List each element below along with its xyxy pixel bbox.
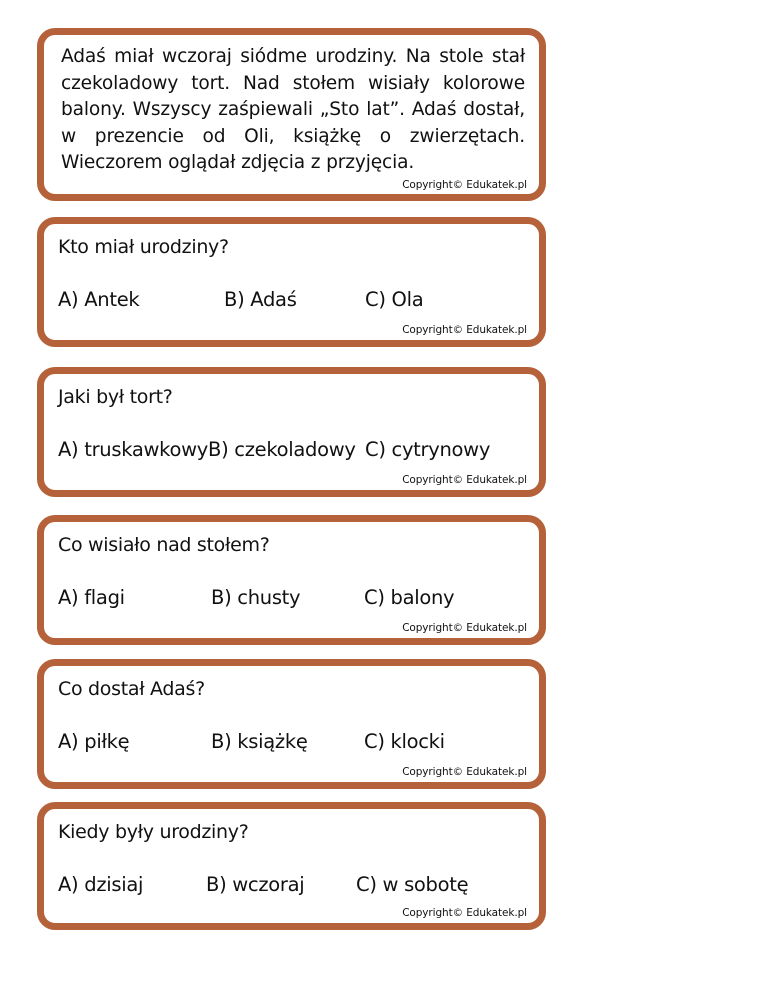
question-card-2 [37,367,546,497]
question-text: Co wisiało nad stołem? [58,534,270,556]
option-c[interactable]: C) Ola [365,288,424,311]
option-a[interactable]: A) truskawkowy [58,438,208,461]
option-c[interactable]: C) w sobotę [356,873,469,896]
question-text: Kiedy były urodziny? [58,821,249,843]
option-b[interactable]: B) chusty [211,586,301,609]
copyright-label: Copyright© Edukatek.pl [402,474,527,486]
copyright-label: Copyright© Edukatek.pl [402,907,527,919]
copyright-label: Copyright© Edukatek.pl [402,179,527,191]
copyright-label: Copyright© Edukatek.pl [402,766,527,778]
option-c[interactable]: C) cytrynowy [365,438,491,461]
question-text: Co dostał Adaś? [58,678,205,700]
option-b[interactable]: B) wczoraj [206,873,305,896]
question-text: Jaki był tort? [58,386,173,408]
question-card-1 [37,217,546,347]
option-a[interactable]: A) flagi [58,586,125,609]
question-card-5 [37,802,546,930]
question-card-4 [37,659,546,789]
option-c[interactable]: C) klocki [364,730,445,753]
option-b[interactable]: B) Adaś [224,288,297,311]
option-a[interactable]: A) Antek [58,288,140,311]
copyright-label: Copyright© Edukatek.pl [402,622,527,634]
question-card-3 [37,515,546,645]
option-b[interactable]: B) czekoladowy [208,438,356,461]
story-text: Adaś miał wczoraj siódme urodziny. Na stole stał czekoladowy tort. Nad stołem wisiały kolorowe balony. Wszyscy zaśpiewali „Sto lat”. Adaś dostał, w prezencie od Oli, książkę o zwierzętach. Wieczorem oglądał zdjęcia z przyjęcia. [61,46,525,173]
question-text: Kto miał urodziny? [58,236,229,258]
story-card [37,28,546,201]
copyright-label: Copyright© Edukatek.pl [402,324,527,336]
option-b[interactable]: B) książkę [211,730,308,753]
option-c[interactable]: C) balony [364,586,455,609]
option-a[interactable]: A) dzisiaj [58,873,144,896]
option-a[interactable]: A) piłkę [58,730,130,753]
